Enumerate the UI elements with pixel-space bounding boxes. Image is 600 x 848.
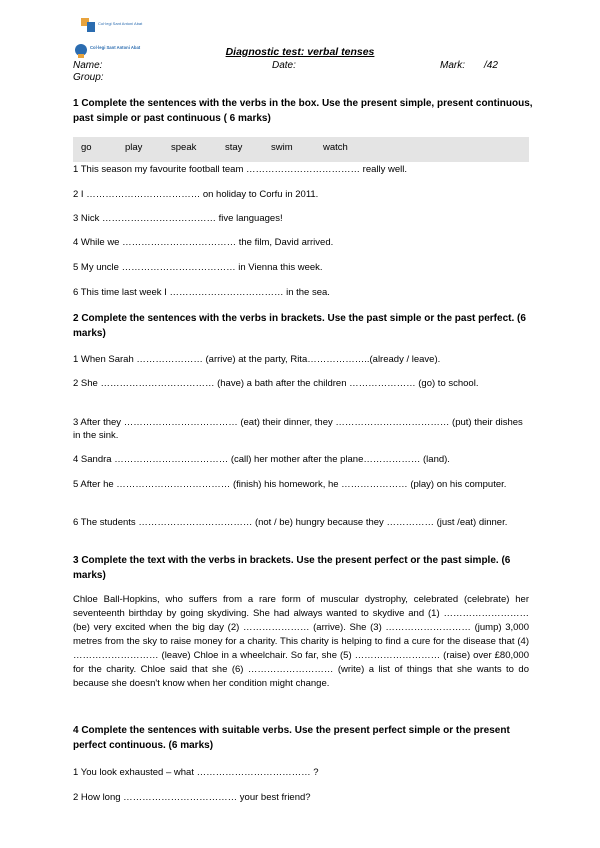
sentence-item: 4 While we ……………………………… the film, David arrived. [73, 237, 334, 248]
word-box-item: swim [271, 142, 293, 153]
group-label: Group: [73, 72, 104, 83]
section1-instruction: 1 Complete the sentences with the verbs in the box. Use the present simple, present continuous, past simple or past continuous ( 6 marks) [73, 98, 533, 124]
sentence-item: 6 The students ……………………………… (not / be) hungry because they …………… (just /eat) dinner. [73, 517, 508, 528]
sentence-item: 1 You look exhausted – what ……………………………… ? [73, 767, 319, 778]
sentence-item: 5 After he ……………………………… (finish) his homework, he ………………… (play) on his computer. [73, 479, 507, 490]
section3-text: Chloe Ball-Hopkins, who suffers from a rare form of muscular dystrophy, celebrated (celebrate) her seventeenth birthday by going skydiving. She had always wanted to skydive and (1) ……………………… (be) very excited when the big day (2) ………………… (arrive). She (3) ……………………… (jump) 3,000 metres from the sky to raise money for a charity. This charity is helping to find a cure for the disease that (4) ……………………… (leave) Chloe in a wheelchair. So far, she (5) ……………………… (raise) over £80,000 for the charity. Chloe said that she (6) ……………………… (write) a list of things that she wants to do because she doesn't know when her condition might change. [73, 594, 529, 689]
logo2-text: Col·legi Sant Antoni Abat [90, 45, 141, 50]
mark-label: Mark: [440, 60, 465, 71]
sentence-item: 5 My uncle ……………………………… in Vienna this week. [73, 262, 323, 273]
mark-total: /42 [484, 60, 498, 71]
sentence-item: 2 I ……………………………… on holiday to Corfu in 2011. [73, 189, 319, 200]
date-label: Date: [272, 60, 296, 71]
logo1-text: Col·legi Sant Antoni Abat [98, 21, 143, 26]
section2-instruction: 2 Complete the sentences with the verbs in brackets. Use the past simple or the past perfect. (6 marks) [73, 313, 526, 339]
sentence-item: 3 Nick ……………………………… five languages! [73, 213, 283, 224]
word-box-item: watch [323, 142, 348, 153]
word-box-item: play [125, 142, 143, 153]
sentence-item: 2 How long ……………………………… your best friend? [73, 792, 311, 803]
sentence-item: 4 Sandra ……………………………… (call) her mother after the plane……………… (land). [73, 454, 450, 465]
sentence-item: 1 When Sarah ………………… (arrive) at the party, Rita………………..(already / leave). [73, 354, 441, 365]
sentence-item: 2 She ……………………………… (have) a bath after the children ………………… (go) to school. [73, 378, 479, 389]
section4-instruction: 4 Complete the sentences with suitable verbs. Use the present perfect simple or the present perfect continuous. (6 marks) [73, 725, 510, 751]
word-box-item: speak [171, 142, 197, 153]
sentence-item: 1 This season my favourite football team ……………………………… really well. [73, 164, 408, 175]
name-label: Name: [73, 60, 103, 71]
sentence-item: 3 After they ……………………………… (eat) their dinner, they ……………………………… (put) their dishes in the sink. [73, 417, 523, 441]
word-box-item: stay [225, 142, 243, 153]
section3-instruction: 3 Complete the text with the verbs in brackets. Use the present perfect or the past simple. (6 marks) [73, 555, 511, 581]
word-box-item: go [81, 142, 92, 153]
sentence-item: 6 This time last week I ……………………………… in the sea. [73, 287, 330, 298]
school-logo-top [77, 16, 143, 38]
word-box [73, 137, 529, 162]
page-title: Diagnostic test: verbal tenses [225, 46, 375, 58]
